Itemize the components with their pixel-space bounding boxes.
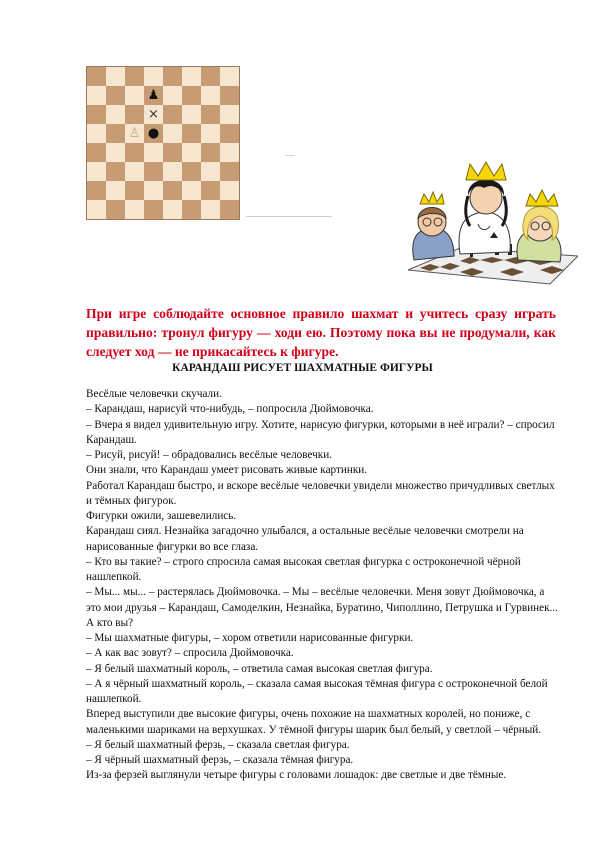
board-square-e5 xyxy=(163,124,182,143)
chess-rule-text: При игре соблюдайте основное правило шахмат и учитесь сразу играть правильно: тронул фигуру — ходи ею. Поэтому пока вы не продумали, как следует ход — не прикасайтесь к фигуре. xyxy=(86,306,556,359)
board-square-h6 xyxy=(220,105,239,124)
dark-haired-child-figure xyxy=(459,162,510,254)
crown-icon xyxy=(466,162,506,180)
divider-line xyxy=(246,216,332,217)
story-paragraph: – А как вас зовут? – спросила Дюймовочка. xyxy=(86,647,294,660)
board-square-f3 xyxy=(182,162,201,181)
board-square-f4 xyxy=(182,143,201,162)
board-square-c2 xyxy=(125,181,144,200)
board-square-a3 xyxy=(87,162,106,181)
board-square-h5 xyxy=(220,124,239,143)
board-square-e2 xyxy=(163,181,182,200)
story-paragraph: – Мы... мы... – растерялась Дюймовочка. – Мы – весёлые человечки. Меня зовут Дюймовочка, а это мои друзья – Карандаш, Самоделкин, Незнайка, Буратино, Чиполлино, Петрушка и Гурвинек... А кто вы? xyxy=(86,586,558,629)
board-square-b6 xyxy=(106,105,125,124)
board-square-c6 xyxy=(125,105,144,124)
blonde-child-figure xyxy=(517,190,561,262)
board-square-d1 xyxy=(144,200,163,219)
decorative-speck xyxy=(285,155,295,156)
board-square-e7 xyxy=(163,86,182,105)
story-paragraph: Они знали, что Карандаш умеет рисовать живые картинки. xyxy=(86,464,368,477)
black-pawn-icon: ♟ xyxy=(147,88,160,103)
board-square-a2 xyxy=(87,181,106,200)
board-square-g6 xyxy=(201,105,220,124)
board-square-d4 xyxy=(144,143,163,162)
board-square-c1 xyxy=(125,200,144,219)
story-paragraph: – Вчера я видел удивительную игру. Хотите, нарисую фигурки, которыми в неё играли? – спросил Карандаш. xyxy=(86,418,555,446)
board-square-g5 xyxy=(201,124,220,143)
board-square-d2 xyxy=(144,181,163,200)
board-square-g1 xyxy=(201,200,220,219)
story-paragraph: – Я белый шахматный ферзь, – сказала светлая фигура. xyxy=(86,738,350,751)
story-paragraph: Весёлые человечки скучали. xyxy=(86,388,222,400)
story-paragraph: Из-за ферзей выглянули четыре фигуры с головами лошадок: две светлые и две тёмные. xyxy=(86,769,507,782)
crown-icon xyxy=(420,192,444,204)
story-paragraph: Работал Карандаш быстро, и вскоре весёлые человечки увидели множество причудливых светлых и тёмных фигурок. xyxy=(86,479,555,507)
story-paragraph: Вперед выступили две высокие фигуры, очень похожие на шахматных королей, но пониже, с маленькими шариками на верхушках. У тёмной фигуры шарик был белый, у светлой – чёрный. xyxy=(86,708,542,736)
board-square-d7 xyxy=(144,86,163,105)
story-paragraph: – Мы шахматные фигуры, – хором ответили нарисованные фигурки. xyxy=(86,632,414,644)
board-square-b2 xyxy=(106,181,125,200)
story-paragraph: Карандаш сиял. Незнайка загадочно улыбался, а остальные весёлые человечки смотрели на нарисованные фигурки во все глаза. xyxy=(86,525,524,553)
board-square-g8 xyxy=(201,67,220,86)
board-square-b8 xyxy=(106,67,125,86)
board-square-a7 xyxy=(87,86,106,105)
board-square-h4 xyxy=(220,143,239,162)
board-square-b4 xyxy=(106,143,125,162)
board-square-f6 xyxy=(182,105,201,124)
chess-board-diagram xyxy=(86,66,240,220)
board-square-c7 xyxy=(125,86,144,105)
board-square-f5 xyxy=(182,124,201,143)
x-mark-icon: × xyxy=(148,107,159,122)
board-square-g2 xyxy=(201,181,220,200)
story-paragraph: Фигурки ожили, зашевелились. xyxy=(86,510,237,522)
story-paragraph: – А я чёрный шахматный король, – сказала самая высокая тёмная фигура с остроконечной белой нашлепкой. xyxy=(86,677,548,705)
board-square-c3 xyxy=(125,162,144,181)
white-pawn-icon: ♙ xyxy=(128,126,141,141)
board-square-g3 xyxy=(201,162,220,181)
board-square-a4 xyxy=(87,143,106,162)
children-playing-chess-illustration xyxy=(400,160,578,286)
story-paragraph: – Я чёрный шахматный ферзь, – сказала тёмная фигура. xyxy=(86,754,354,766)
board-square-b3 xyxy=(106,162,125,181)
board-square-h3 xyxy=(220,162,239,181)
board-square-f7 xyxy=(182,86,201,105)
board-square-g4 xyxy=(201,143,220,162)
board-square-e6 xyxy=(163,105,182,124)
board-square-g7 xyxy=(201,86,220,105)
board-square-f2 xyxy=(182,181,201,200)
story-paragraph: – Кто вы такие? – строго спросила самая высокая светлая фигурка с остроконечной чёрной нашлепкой. xyxy=(86,555,521,583)
board-square-h7 xyxy=(220,86,239,105)
board-square-h8 xyxy=(220,67,239,86)
board-square-e8 xyxy=(163,67,182,86)
board-square-f1 xyxy=(182,200,201,219)
crown-icon xyxy=(526,190,558,206)
board-square-b7 xyxy=(106,86,125,105)
board-square-d5 xyxy=(144,124,163,143)
board-square-h2 xyxy=(220,181,239,200)
board-square-b1 xyxy=(106,200,125,219)
board-square-e4 xyxy=(163,143,182,162)
board-square-a5 xyxy=(87,124,106,143)
story-paragraph: – Рисуй, рисуй! – обрадовались весёлые человечки. xyxy=(86,449,333,461)
board-square-c5 xyxy=(125,124,144,143)
story-paragraph: – Я белый шахматный король, – ответила самая высокая светлая фигура. xyxy=(86,662,433,675)
board-square-c8 xyxy=(125,67,144,86)
board-square-e1 xyxy=(163,200,182,219)
story-body xyxy=(86,387,561,784)
board-square-d8 xyxy=(144,67,163,86)
board-square-d3 xyxy=(144,162,163,181)
black-dot-icon: ● xyxy=(147,126,160,141)
story-title: КАРАНДАШ РИСУЕТ ШАХМАТНЫЕ ФИГУРЫ xyxy=(172,362,433,374)
boy-figure xyxy=(413,192,454,260)
board-square-c4 xyxy=(125,143,144,162)
board-square-a8 xyxy=(87,67,106,86)
board-square-a1 xyxy=(87,200,106,219)
board-square-a6 xyxy=(87,105,106,124)
board-square-e3 xyxy=(163,162,182,181)
board-square-d6 xyxy=(144,105,163,124)
board-square-h1 xyxy=(220,200,239,219)
board-square-b5 xyxy=(106,124,125,143)
story-paragraph: – Карандаш, нарисуй что-нибудь, – попросила Дюймовочка. xyxy=(86,403,374,416)
board-square-f8 xyxy=(182,67,201,86)
